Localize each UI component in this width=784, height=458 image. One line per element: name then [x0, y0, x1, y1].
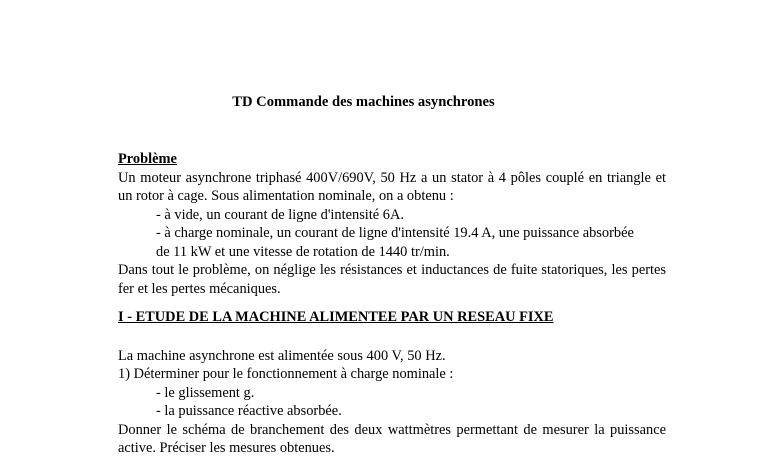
probleme-conclusion: Dans tout le problème, on néglige les résistances et inductances de fuite statoriques, les pertes fer et les pertes mécaniques.	[118, 262, 666, 297]
list-item: - à vide, un courant de ligne d'intensité 6A.	[156, 206, 404, 223]
probleme-intro: Un moteur asynchrone triphasé 400V/690V, 50 Hz a un stator à 4 pôles couplé en triangle et un rotor à cage. Sous alimentation nominale, on a obtenu :	[118, 169, 666, 204]
list-item: - à charge nominale, un courant de ligne d'intensité 19.4 A, une puissance absorbée	[156, 225, 634, 241]
section-line: La machine asynchrone est alimentée sous 400 V, 50 Hz.	[118, 347, 446, 364]
list-item: - la puissance réactive absorbée.	[156, 403, 342, 419]
section-paragraph: Donner le schéma de branchement des deux wattmètres permettant de mesurer la puissance active. Préciser les mesures obtenues.	[118, 421, 666, 456]
section-heading: I - ETUDE DE LA MACHINE ALIMENTEE PAR UN RESEAU FIXE	[118, 309, 554, 325]
probleme-heading: Problème	[118, 151, 177, 167]
document-body	[118, 150, 666, 458]
list-item-continuation: de 11 kW et une vitesse de rotation de 1440 tr/min.	[156, 243, 450, 260]
list-item: - le glissement g.	[156, 384, 255, 401]
question-1: 1) Déterminer pour le fonctionnement à charge nominale :	[118, 366, 454, 382]
document-title: TD Commande des machines asynchrones	[232, 94, 495, 110]
blank-line	[118, 327, 666, 347]
